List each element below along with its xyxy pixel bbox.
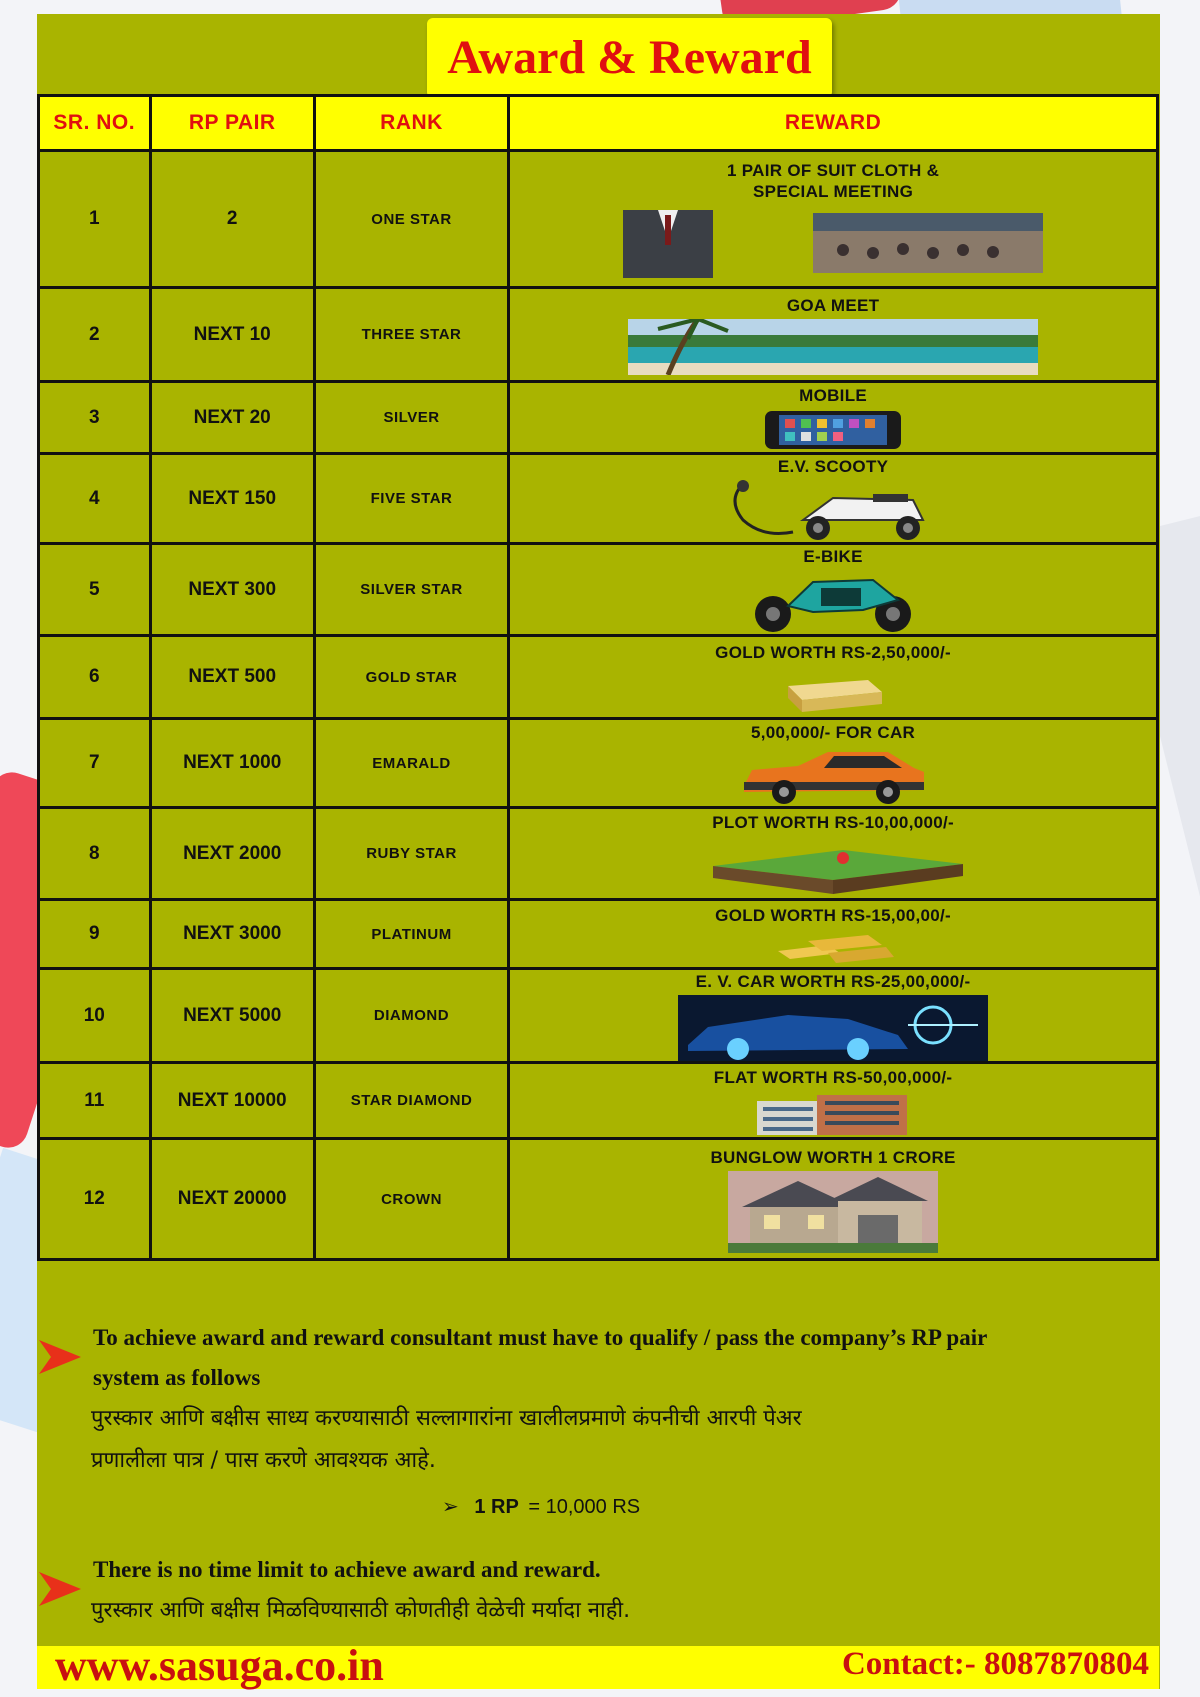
reward-cell — [509, 151, 1158, 288]
rank-cell: RUBY STAR — [314, 808, 508, 900]
reward-cell — [509, 288, 1158, 382]
rank-cell: SILVER STAR — [314, 544, 508, 636]
rank-cell: STAR DIAMOND — [314, 1063, 508, 1139]
ev-scooty-image — [723, 480, 943, 542]
reward-cell — [509, 636, 1158, 719]
reward-title: E. V. CAR WORTH RS-25,00,000/- — [695, 972, 971, 991]
website-link[interactable]: www.sasuga.co.in — [55, 1641, 384, 1690]
reward-cell — [509, 900, 1158, 969]
rp-cell: NEXT 10 — [150, 288, 314, 382]
table-row — [39, 454, 1158, 544]
note-1-marathi-line-1: पुरस्कार आणि बक्षीस साध्य करण्यासाठी सल्लागारांना खालीलप्रमाणे कंपनीची आरपी पेअर — [91, 1406, 802, 1431]
goa-beach-image — [628, 319, 1038, 375]
reward-cell — [509, 1139, 1158, 1260]
reward-title: GOA MEET — [786, 296, 880, 315]
reward-title: E.V. SCOOTY — [777, 457, 889, 476]
rp-cell: NEXT 2000 — [150, 808, 314, 900]
arrow-bullet-icon — [39, 1572, 81, 1606]
table-row — [39, 636, 1158, 719]
sr-cell: 6 — [39, 636, 151, 719]
rp-bullet-icon: ➢ — [442, 1496, 459, 1518]
table-row — [39, 900, 1158, 969]
table-row — [39, 151, 1158, 288]
poster — [37, 14, 1160, 1689]
rp-cell: NEXT 10000 — [150, 1063, 314, 1139]
sr-cell: 2 — [39, 288, 151, 382]
page-title-box — [427, 18, 832, 98]
rp-cell: NEXT 3000 — [150, 900, 314, 969]
table-row — [39, 1139, 1158, 1260]
reward-title: FLAT WORTH RS-50,00,000/- — [713, 1068, 953, 1087]
land-plot-image — [693, 836, 973, 896]
reward-cell — [509, 544, 1158, 636]
reward-title-line2: SPECIAL MEETING — [753, 181, 914, 201]
reward-cell — [509, 382, 1158, 454]
reward-cell — [509, 969, 1158, 1063]
arrow-bullet-icon — [39, 1340, 81, 1374]
rp-cell: NEXT 20000 — [150, 1139, 314, 1260]
sr-cell: 11 — [39, 1063, 151, 1139]
reward-cell — [509, 1063, 1158, 1139]
rp-value-line — [442, 1494, 640, 1519]
gold-bars-image — [768, 929, 898, 965]
footer-bar — [37, 1641, 1159, 1690]
reward-title: 5,00,000/- FOR CAR — [751, 722, 916, 742]
contact-number[interactable]: Contact:- 8087870804 — [841, 1646, 1149, 1682]
rank-cell: DIAMOND — [314, 969, 508, 1063]
rewards-table — [37, 94, 1159, 1261]
reward-title: GOLD WORTH RS-15,00,00/- — [715, 905, 951, 925]
rp-cell: 2 — [150, 151, 314, 288]
header-reward: REWARD — [509, 96, 1158, 151]
rank-cell: EMARALD — [314, 719, 508, 808]
note-1-marathi-line-2: प्रणालीला पात्र / पास करणे आवश्यक आहे. — [91, 1448, 436, 1473]
rp-cell: NEXT 1000 — [150, 719, 314, 808]
rp-value: = 10,000 RS — [528, 1496, 641, 1518]
header-rp-pair: RP PAIR — [150, 96, 314, 151]
suit-and-meeting-image — [603, 205, 1063, 280]
rp-cell: NEXT 500 — [150, 636, 314, 719]
table-header-row — [39, 96, 1158, 151]
sr-cell: 7 — [39, 719, 151, 808]
header-rank: RANK — [314, 96, 508, 151]
sr-cell: 9 — [39, 900, 151, 969]
reward-title: E-BIKE — [803, 547, 863, 566]
e-bike-image — [733, 570, 933, 634]
page-title: Award & Reward — [447, 31, 812, 84]
rp-cell: NEXT 300 — [150, 544, 314, 636]
sr-cell: 1 — [39, 151, 151, 288]
header-sr-no: SR. NO. — [39, 96, 151, 151]
ev-car-image — [678, 995, 988, 1061]
sr-cell: 5 — [39, 544, 151, 636]
rank-cell: THREE STAR — [314, 288, 508, 382]
notes-section — [37, 1314, 1159, 1644]
note-1-english-line-2: system as follows — [93, 1365, 261, 1390]
table-row — [39, 969, 1158, 1063]
note-1-english-line-1: To achieve award and reward consultant must have to qualify / pass the company’s RP pair — [93, 1325, 988, 1350]
rank-cell: GOLD STAR — [314, 636, 508, 719]
orange-car-image — [738, 746, 928, 806]
reward-cell — [509, 454, 1158, 544]
reward-title: 1 PAIR OF SUIT CLOTH & — [726, 160, 940, 180]
rank-cell: PLATINUM — [314, 900, 508, 969]
table-row — [39, 382, 1158, 454]
sr-cell: 8 — [39, 808, 151, 900]
reward-title: GOLD WORTH RS-2,50,000/- — [715, 642, 951, 662]
reward-title: MOBILE — [799, 386, 868, 405]
rp-cell: NEXT 5000 — [150, 969, 314, 1063]
rank-cell: FIVE STAR — [314, 454, 508, 544]
reward-cell — [509, 719, 1158, 808]
sr-cell: 3 — [39, 382, 151, 454]
rank-cell: CROWN — [314, 1139, 508, 1260]
rank-cell: ONE STAR — [314, 151, 508, 288]
rp-cell: NEXT 150 — [150, 454, 314, 544]
reward-title: PLOT WORTH RS-10,00,000/- — [712, 813, 954, 832]
table-row — [39, 1063, 1158, 1139]
gold-bar-image — [778, 666, 888, 714]
reward-cell — [509, 808, 1158, 900]
note-2-marathi: पुरस्कार आणि बक्षीस मिळविण्यासाठी कोणतीही वेळेची मर्यादा नाही. — [91, 1598, 631, 1623]
sr-cell: 10 — [39, 969, 151, 1063]
bungalow-image — [728, 1171, 938, 1253]
rp-label: 1 RP — [474, 1496, 519, 1518]
note-2-english: There is no time limit to achieve award and reward. — [93, 1557, 601, 1582]
flat-building-image — [753, 1091, 913, 1135]
table-row — [39, 719, 1158, 808]
reward-title: BUNGLOW WORTH 1 CRORE — [710, 1147, 956, 1167]
table-row — [39, 288, 1158, 382]
mobile-phone-image — [763, 409, 903, 451]
sr-cell: 4 — [39, 454, 151, 544]
sr-cell: 12 — [39, 1139, 151, 1260]
rp-cell: NEXT 20 — [150, 382, 314, 454]
table-row — [39, 808, 1158, 900]
table-row — [39, 544, 1158, 636]
rank-cell: SILVER — [314, 382, 508, 454]
